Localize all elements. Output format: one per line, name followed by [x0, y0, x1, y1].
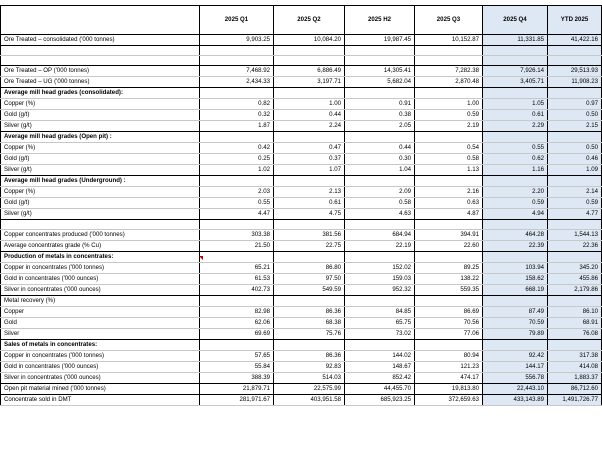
value-cell[interactable]: [274, 340, 345, 351]
column-header[interactable]: 2025 H2: [345, 6, 415, 35]
value-cell[interactable]: 0.44: [345, 143, 415, 154]
value-cell[interactable]: 1,544.13: [548, 230, 602, 241]
value-cell[interactable]: 402.73: [200, 285, 274, 296]
row-label-cell[interactable]: Gold (g/t): [1, 154, 200, 165]
value-cell[interactable]: 144.17: [483, 362, 548, 373]
value-cell[interactable]: [200, 56, 274, 66]
table-row: [1, 66, 602, 77]
value-cell[interactable]: 281,971.67: [200, 395, 274, 406]
value-cell[interactable]: 317.38: [548, 351, 602, 362]
value-cell[interactable]: 2.05: [345, 121, 415, 132]
value-cell[interactable]: 381.56: [274, 230, 345, 241]
section-heading-cell[interactable]: Average mill head grades (Underground) :: [1, 176, 200, 187]
value-cell[interactable]: [274, 296, 345, 307]
value-cell[interactable]: 1.09: [548, 165, 602, 176]
value-cell[interactable]: [548, 296, 602, 307]
value-cell[interactable]: 1.02: [200, 165, 274, 176]
value-cell[interactable]: 21.50: [200, 241, 274, 252]
value-cell[interactable]: 0.55: [200, 198, 274, 209]
value-cell[interactable]: 92.83: [274, 362, 345, 373]
value-cell[interactable]: 0.61: [483, 110, 548, 121]
value-cell[interactable]: 79.89: [483, 329, 548, 340]
section-heading-cell[interactable]: Production of metals in concentrates:: [1, 252, 200, 263]
value-cell[interactable]: 1.05: [483, 99, 548, 110]
header-corner-cell[interactable]: [1, 6, 200, 35]
table-row: [1, 263, 602, 274]
table-row: [1, 154, 602, 165]
value-cell[interactable]: [274, 56, 345, 66]
section-heading-cell[interactable]: Average mill head grades (Open pit) :: [1, 132, 200, 143]
table-row: [1, 99, 602, 110]
value-cell[interactable]: 4.75: [274, 209, 345, 220]
table-row: [1, 351, 602, 362]
column-header[interactable]: YTD 2025: [548, 6, 602, 35]
table-row: [1, 252, 602, 263]
value-cell[interactable]: 2,179.86: [548, 285, 602, 296]
value-cell[interactable]: [483, 296, 548, 307]
value-cell[interactable]: 1.07: [274, 165, 345, 176]
value-cell[interactable]: 158.62: [483, 274, 548, 285]
table-row: [1, 340, 602, 351]
value-cell[interactable]: 0.42: [200, 143, 274, 154]
value-cell[interactable]: 0.91: [345, 99, 415, 110]
value-cell[interactable]: 86.36: [274, 307, 345, 318]
value-cell[interactable]: 97.50: [274, 274, 345, 285]
value-cell[interactable]: 1.00: [274, 99, 345, 110]
blank-row: [1, 46, 602, 56]
value-cell[interactable]: 61.53: [200, 274, 274, 285]
value-cell[interactable]: 2.03: [200, 187, 274, 198]
value-cell[interactable]: 2.14: [548, 187, 602, 198]
value-cell[interactable]: 372,659.63: [415, 395, 483, 406]
value-cell[interactable]: 388.39: [200, 373, 274, 384]
value-cell[interactable]: 22,443.10: [483, 384, 548, 395]
value-cell[interactable]: 1.00: [415, 99, 483, 110]
table-row: [1, 35, 602, 46]
table-row: [1, 373, 602, 384]
value-cell[interactable]: [483, 132, 548, 143]
value-cell[interactable]: 0.58: [345, 198, 415, 209]
value-cell[interactable]: 0.59: [415, 110, 483, 121]
value-cell[interactable]: [483, 46, 548, 56]
value-cell[interactable]: 89.25: [415, 263, 483, 274]
table-row: [1, 285, 602, 296]
value-cell[interactable]: 6,886.49: [274, 66, 345, 77]
value-cell[interactable]: 55.84: [200, 362, 274, 373]
value-cell[interactable]: [548, 340, 602, 351]
value-cell[interactable]: [200, 88, 274, 99]
value-cell[interactable]: 0.44: [274, 110, 345, 121]
value-cell[interactable]: [415, 88, 483, 99]
value-cell[interactable]: 44,455.70: [345, 384, 415, 395]
row-label-cell[interactable]: Silver (g/t): [1, 209, 200, 220]
value-cell[interactable]: 65.21: [200, 263, 274, 274]
value-cell[interactable]: [274, 132, 345, 143]
value-cell[interactable]: [200, 176, 274, 187]
value-cell[interactable]: 4.63: [345, 209, 415, 220]
row-label-cell[interactable]: Gold: [1, 318, 200, 329]
row-label-cell[interactable]: Concentrate sold in DMT: [1, 395, 200, 406]
value-cell[interactable]: 152.02: [345, 263, 415, 274]
table-row: [1, 329, 602, 340]
row-label-cell[interactable]: Copper: [1, 307, 200, 318]
table-row: [1, 241, 602, 252]
value-cell[interactable]: [483, 252, 548, 263]
value-cell[interactable]: 514.03: [274, 373, 345, 384]
column-header[interactable]: 2025 Q1: [200, 6, 274, 35]
value-cell[interactable]: 0.58: [415, 154, 483, 165]
value-cell[interactable]: 0.55: [483, 143, 548, 154]
row-label-cell[interactable]: Copper in concentrates ('000 tonnes): [1, 351, 200, 362]
value-cell[interactable]: [415, 296, 483, 307]
value-cell[interactable]: [345, 220, 415, 230]
value-cell[interactable]: 685,923.25: [345, 395, 415, 406]
table-row: [1, 198, 602, 209]
value-cell[interactable]: 474.17: [415, 373, 483, 384]
table-row: [1, 362, 602, 373]
value-cell[interactable]: 549.59: [274, 285, 345, 296]
column-header[interactable]: 2025 Q3: [415, 6, 483, 35]
row-label-cell[interactable]: Ore Treated – OP ('000 tonnes): [1, 66, 200, 77]
row-label-cell[interactable]: Silver: [1, 329, 200, 340]
value-cell[interactable]: 11,908.23: [548, 77, 602, 88]
value-cell[interactable]: 75.76: [274, 329, 345, 340]
table-row: [1, 176, 602, 187]
value-cell[interactable]: 1.87: [200, 121, 274, 132]
value-cell[interactable]: [483, 56, 548, 66]
value-cell[interactable]: 403,951.58: [274, 395, 345, 406]
value-cell[interactable]: 159.03: [345, 274, 415, 285]
value-cell[interactable]: 2,870.48: [415, 77, 483, 88]
value-cell[interactable]: [274, 252, 345, 263]
row-label-cell[interactable]: Ore Treated – UG ('000 tonnes): [1, 77, 200, 88]
value-cell[interactable]: 19,987.45: [345, 35, 415, 46]
value-cell[interactable]: 0.62: [483, 154, 548, 165]
row-label-cell[interactable]: [1, 220, 200, 230]
value-cell[interactable]: 5,682.04: [345, 77, 415, 88]
value-cell[interactable]: [415, 176, 483, 187]
value-cell[interactable]: 2.09: [345, 187, 415, 198]
row-label-cell[interactable]: Copper concentrates produced ('000 tonnes): [1, 230, 200, 241]
row-label-cell[interactable]: Silver (g/t): [1, 165, 200, 176]
value-cell[interactable]: 345.20: [548, 263, 602, 274]
value-cell[interactable]: 22,575.99: [274, 384, 345, 395]
value-cell[interactable]: 138.22: [415, 274, 483, 285]
value-cell[interactable]: 952.32: [345, 285, 415, 296]
value-cell[interactable]: [548, 252, 602, 263]
value-cell[interactable]: 1.13: [415, 165, 483, 176]
value-cell[interactable]: 1,491,726.77: [548, 395, 602, 406]
value-cell[interactable]: 86.36: [274, 351, 345, 362]
column-header[interactable]: 2025 Q2: [274, 6, 345, 35]
value-cell[interactable]: [200, 252, 274, 263]
value-cell[interactable]: [415, 220, 483, 230]
row-label-cell[interactable]: Copper (%): [1, 143, 200, 154]
value-cell[interactable]: [483, 220, 548, 230]
value-cell[interactable]: 84.85: [345, 307, 415, 318]
table-row: [1, 77, 602, 88]
value-cell[interactable]: 852.42: [345, 373, 415, 384]
row-label-cell[interactable]: Average concentrates grade (% Cu): [1, 241, 200, 252]
value-cell[interactable]: 0.54: [415, 143, 483, 154]
blank-row: [1, 56, 602, 66]
value-cell[interactable]: 0.82: [200, 99, 274, 110]
value-cell[interactable]: 684.94: [345, 230, 415, 241]
value-cell[interactable]: [345, 340, 415, 351]
row-label-cell[interactable]: Open pit material mined ('000 tonnes): [1, 384, 200, 395]
value-cell[interactable]: 1.16: [483, 165, 548, 176]
value-cell[interactable]: 2.24: [274, 121, 345, 132]
value-cell[interactable]: 559.35: [415, 285, 483, 296]
table-row: [1, 395, 602, 406]
value-cell[interactable]: [345, 132, 415, 143]
table-row: [1, 307, 602, 318]
value-cell[interactable]: 14,305.41: [345, 66, 415, 77]
value-cell[interactable]: 4.47: [200, 209, 274, 220]
value-cell[interactable]: 19,813.80: [415, 384, 483, 395]
row-label-cell[interactable]: Metal recovery (%): [1, 296, 200, 307]
value-cell[interactable]: 0.61: [274, 198, 345, 209]
value-cell[interactable]: [548, 220, 602, 230]
value-cell[interactable]: [483, 88, 548, 99]
value-cell[interactable]: [345, 56, 415, 66]
row-label-cell[interactable]: Silver in concentrates ('000 ounces): [1, 285, 200, 296]
value-cell[interactable]: [483, 340, 548, 351]
value-cell[interactable]: 433,143.89: [483, 395, 548, 406]
value-cell[interactable]: 10,084.20: [274, 35, 345, 46]
table-row: [1, 318, 602, 329]
value-cell[interactable]: 7,468.92: [200, 66, 274, 77]
row-label-cell[interactable]: Gold (g/t): [1, 110, 200, 121]
value-cell[interactable]: 144.02: [345, 351, 415, 362]
value-cell[interactable]: 2.29: [483, 121, 548, 132]
value-cell[interactable]: [548, 132, 602, 143]
value-cell[interactable]: [345, 46, 415, 56]
blank-row: [1, 220, 602, 230]
value-cell[interactable]: 0.47: [274, 143, 345, 154]
value-cell[interactable]: 80.94: [415, 351, 483, 362]
value-cell[interactable]: 1.04: [345, 165, 415, 176]
value-cell[interactable]: [415, 56, 483, 66]
production-table: [0, 5, 602, 406]
value-cell[interactable]: 86.80: [274, 263, 345, 274]
value-cell[interactable]: 0.46: [548, 154, 602, 165]
value-cell[interactable]: [274, 220, 345, 230]
value-cell[interactable]: 2.20: [483, 187, 548, 198]
value-cell[interactable]: 22.19: [345, 241, 415, 252]
value-cell[interactable]: 65.75: [345, 318, 415, 329]
value-cell[interactable]: 556.78: [483, 373, 548, 384]
value-cell[interactable]: 0.25: [200, 154, 274, 165]
table-row: [1, 274, 602, 285]
table-row: [1, 143, 602, 154]
value-cell[interactable]: 0.59: [548, 198, 602, 209]
value-cell[interactable]: 148.67: [345, 362, 415, 373]
value-cell[interactable]: 0.97: [548, 99, 602, 110]
value-cell[interactable]: 464.28: [483, 230, 548, 241]
value-cell[interactable]: [415, 340, 483, 351]
value-cell[interactable]: 68.38: [274, 318, 345, 329]
value-cell[interactable]: 2,434.33: [200, 77, 274, 88]
value-cell[interactable]: 7,926.14: [483, 66, 548, 77]
value-cell[interactable]: 0.50: [548, 110, 602, 121]
value-cell[interactable]: 87.49: [483, 307, 548, 318]
row-label-cell[interactable]: Copper in concentrates ('000 tonnes): [1, 263, 200, 274]
value-cell[interactable]: 62.06: [200, 318, 274, 329]
value-cell[interactable]: 76.08: [548, 329, 602, 340]
table-row: [1, 165, 602, 176]
value-cell[interactable]: [200, 132, 274, 143]
value-cell[interactable]: 4.94: [483, 209, 548, 220]
value-cell[interactable]: 0.37: [274, 154, 345, 165]
value-cell[interactable]: 394.91: [415, 230, 483, 241]
value-cell[interactable]: [415, 252, 483, 263]
row-label-cell[interactable]: Silver in concentrates ('000 ounces): [1, 373, 200, 384]
value-cell[interactable]: 69.69: [200, 329, 274, 340]
value-cell[interactable]: 668.19: [483, 285, 548, 296]
value-cell[interactable]: 77.06: [415, 329, 483, 340]
column-header[interactable]: 2025 Q4: [483, 6, 548, 35]
value-cell[interactable]: [200, 340, 274, 351]
value-cell[interactable]: 82.98: [200, 307, 274, 318]
value-cell[interactable]: 121.23: [415, 362, 483, 373]
value-cell[interactable]: 0.63: [415, 198, 483, 209]
table-row: [1, 88, 602, 99]
value-cell[interactable]: [415, 46, 483, 56]
row-label-cell[interactable]: Copper (%): [1, 99, 200, 110]
section-heading-cell[interactable]: Average mill head grades (consolidated):: [1, 88, 200, 99]
value-cell[interactable]: [200, 46, 274, 56]
table-row: [1, 121, 602, 132]
row-label-cell[interactable]: Gold (g/t): [1, 198, 200, 209]
value-cell[interactable]: 68.91: [548, 318, 602, 329]
value-cell[interactable]: 9,903.25: [200, 35, 274, 46]
value-cell[interactable]: 10,152.87: [415, 35, 483, 46]
value-cell[interactable]: 92.42: [483, 351, 548, 362]
value-cell[interactable]: 21,879.71: [200, 384, 274, 395]
table-row: [1, 187, 602, 198]
row-label-cell[interactable]: Copper (%): [1, 187, 200, 198]
value-cell[interactable]: 414.08: [548, 362, 602, 373]
value-cell[interactable]: 22.39: [483, 241, 548, 252]
value-cell[interactable]: 0.38: [345, 110, 415, 121]
value-cell[interactable]: [548, 88, 602, 99]
value-cell[interactable]: 3,405.71: [483, 77, 548, 88]
value-cell[interactable]: 11,331.85: [483, 35, 548, 46]
table-row: [1, 110, 602, 121]
value-cell[interactable]: [274, 88, 345, 99]
value-cell[interactable]: 4.77: [548, 209, 602, 220]
value-cell[interactable]: 70.56: [415, 318, 483, 329]
value-cell[interactable]: 0.30: [345, 154, 415, 165]
header-row: [1, 6, 602, 35]
value-cell[interactable]: 2.16: [415, 187, 483, 198]
value-cell[interactable]: [345, 252, 415, 263]
value-cell[interactable]: [274, 46, 345, 56]
row-label-cell[interactable]: Silver (g/t): [1, 121, 200, 132]
table-row: [1, 384, 602, 395]
value-cell[interactable]: 0.50: [548, 143, 602, 154]
section-heading-cell[interactable]: Sales of metals in concentrates:: [1, 340, 200, 351]
value-cell[interactable]: [548, 56, 602, 66]
table-row: [1, 230, 602, 241]
value-cell[interactable]: 4.87: [415, 209, 483, 220]
value-cell[interactable]: [345, 296, 415, 307]
table-row: [1, 132, 602, 143]
value-cell[interactable]: 103.94: [483, 263, 548, 274]
row-label-cell[interactable]: Ore Treated – consolidated ('000 tonnes): [1, 35, 200, 46]
value-cell[interactable]: 2.13: [274, 187, 345, 198]
table-row: [1, 296, 602, 307]
value-cell[interactable]: 7,282.38: [415, 66, 483, 77]
value-cell[interactable]: [548, 176, 602, 187]
table-row: [1, 209, 602, 220]
value-cell[interactable]: 22.75: [274, 241, 345, 252]
row-label-cell[interactable]: Gold in concentrates ('000 ounces): [1, 362, 200, 373]
value-cell[interactable]: 86,712.60: [548, 384, 602, 395]
value-cell[interactable]: 41,422.16: [548, 35, 602, 46]
value-cell[interactable]: [200, 220, 274, 230]
value-cell[interactable]: 2.15: [548, 121, 602, 132]
row-label-cell[interactable]: Gold in concentrates ('000 ounces): [1, 274, 200, 285]
value-cell[interactable]: [274, 176, 345, 187]
value-cell[interactable]: [483, 176, 548, 187]
value-cell[interactable]: 3,197.71: [274, 77, 345, 88]
value-cell[interactable]: [548, 46, 602, 56]
value-cell[interactable]: [415, 132, 483, 143]
value-cell[interactable]: [345, 176, 415, 187]
value-cell[interactable]: [345, 88, 415, 99]
value-cell[interactable]: 1,883.37: [548, 373, 602, 384]
value-cell[interactable]: [200, 296, 274, 307]
row-label-cell[interactable]: [1, 56, 200, 66]
value-cell[interactable]: 0.32: [200, 110, 274, 121]
value-cell[interactable]: 57.65: [200, 351, 274, 362]
value-cell[interactable]: 29,513.93: [548, 66, 602, 77]
value-cell[interactable]: 22.36: [548, 241, 602, 252]
value-cell[interactable]: 86.69: [415, 307, 483, 318]
value-cell[interactable]: 22.60: [415, 241, 483, 252]
value-cell[interactable]: 455.86: [548, 274, 602, 285]
value-cell[interactable]: 73.02: [345, 329, 415, 340]
value-cell[interactable]: 70.59: [483, 318, 548, 329]
value-cell[interactable]: 2.19: [415, 121, 483, 132]
row-label-cell[interactable]: [1, 46, 200, 56]
value-cell[interactable]: 303.38: [200, 230, 274, 241]
cell-comment-marker: [199, 256, 203, 260]
value-cell[interactable]: 0.59: [483, 198, 548, 209]
value-cell[interactable]: 86.10: [548, 307, 602, 318]
